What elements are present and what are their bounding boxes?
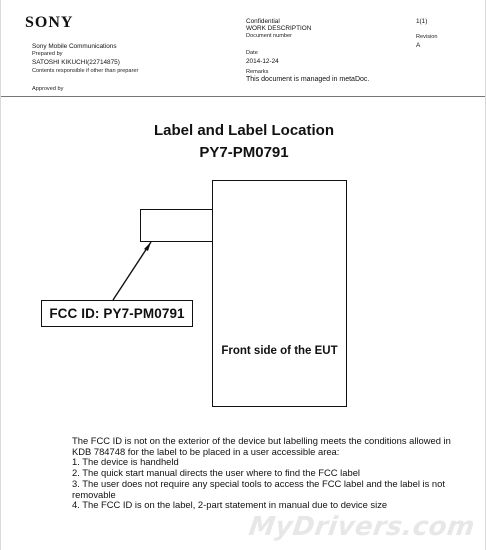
arrow-line [113, 242, 151, 300]
company-name: Sony Mobile Communications [32, 43, 117, 50]
arrow-head [144, 242, 151, 251]
fcc-compliance-text [72, 436, 472, 511]
revision-value: A [416, 42, 421, 49]
compliance-item-2: 2. The quick start manual directs the user where to find the FCC label [72, 467, 360, 479]
compliance-item-3: 3. The user does not require any special tools to access the FCC label and the label is not removable [72, 477, 445, 500]
contents-responsible-label: Contents responsible if other than preparer [32, 68, 139, 74]
compliance-item-4: 4. The FCC ID is on the label, 2-part statement in manual due to device size [72, 499, 388, 511]
compliance-paragraph: The FCC ID is not on the exterior of the device but labelling meets the conditions allowed in KDB 784748 for the label to be placed in a user accessible area: [72, 435, 451, 457]
date-label: Date [246, 50, 258, 56]
document-number-label: Document number [246, 33, 293, 39]
watermark: MyDrivers.com [247, 512, 478, 542]
confidential-label: Confidential [246, 18, 280, 25]
page-number: 1(1) [416, 18, 428, 25]
fcc-id-label-box: FCC ID: PY7-PM0791 [41, 300, 193, 327]
device-outline [212, 180, 347, 407]
label-location-box [140, 209, 213, 242]
approved-by-label: Approved by [32, 86, 64, 92]
prepared-by-value: SATOSHI KIKUCHI(22714875) [32, 59, 120, 66]
header-divider [1, 96, 485, 97]
document-type: WORK DESCRIPTION [246, 25, 312, 32]
date-value: 2014-12-24 [246, 58, 279, 65]
compliance-item-1: 1. The device is handheld [72, 456, 179, 468]
page-subtitle: PY7-PM0791 [199, 144, 289, 161]
page-title: Label and Label Location [153, 122, 335, 139]
sony-logo: SONY [25, 14, 74, 31]
revision-label: Revision [416, 34, 438, 40]
prepared-by-label: Prepared by [32, 51, 63, 57]
remarks-label: Remarks [246, 69, 269, 75]
front-side-label: Front side of the EUT [221, 345, 338, 357]
remarks-value: This document is managed in metaDoc. [246, 76, 370, 83]
